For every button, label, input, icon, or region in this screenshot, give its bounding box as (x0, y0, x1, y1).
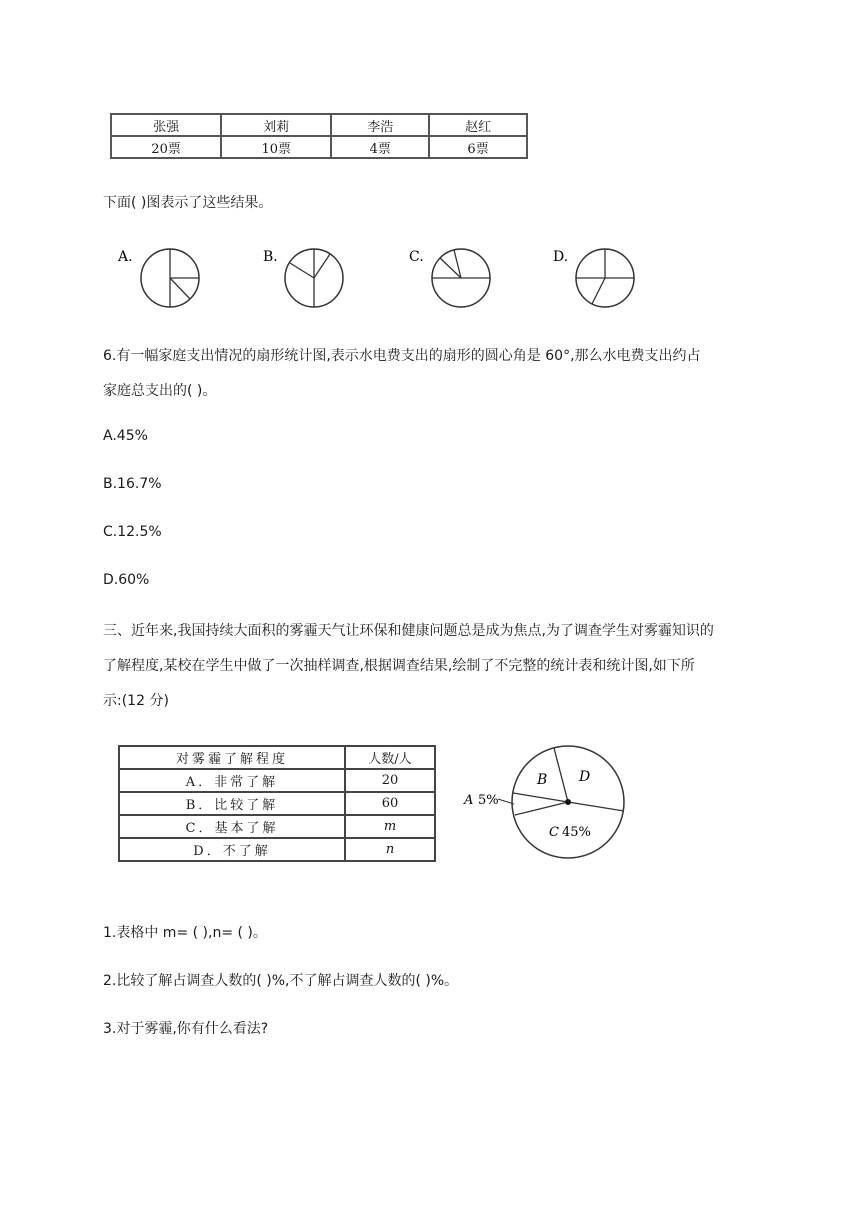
section3-text-line-1: 三、近年来,我国持续大面积的雾霾天气让环保和健康问题总是成为焦点,为了调查学生对雾霾知识的 (103, 623, 714, 639)
option-c-label: C. (409, 249, 424, 265)
pie-center-dot (565, 799, 571, 805)
q6-text-line-1: 6.有一幅家庭支出情况的扇形统计图,表示水电费支出的扇形的圆心角是 60°,那么水电费支出约占 (103, 348, 701, 364)
q6-choice-c: C.12.5% (103, 524, 162, 540)
vote-count-cell: 4票 (331, 136, 429, 158)
survey-level-cell: D．不了解 (119, 838, 345, 861)
vote-name-cell: 张强 (111, 114, 221, 136)
vote-name-cell: 赵红 (429, 114, 527, 136)
pie-label-d: D (579, 769, 591, 785)
question-1: 1.表格中 m= ( ),n= ( )。 (103, 925, 267, 941)
survey-count-cell: 60 (345, 792, 435, 815)
vote-name-cell: 刘莉 (221, 114, 331, 136)
pie-value-c: 45% (562, 825, 591, 840)
q5-prompt: 下面( )图表示了这些结果。 (103, 195, 273, 211)
q6-choice-d: D.60% (103, 572, 150, 588)
vote-count-cell: 20票 (111, 136, 221, 158)
survey-level-cell: C．基本了解 (119, 815, 345, 838)
q6-choice-b: B.16.7% (103, 476, 162, 492)
vote-table (110, 113, 528, 159)
question-3: 3.对于雾霾,你有什么看法? (103, 1021, 269, 1037)
pie-label-c: C (549, 825, 559, 840)
pie-boundary-a-c (515, 802, 568, 815)
q6-choice-a: A.45% (103, 428, 148, 444)
survey-header-row (119, 746, 435, 769)
survey-count-cell: 20 (345, 769, 435, 792)
section3-text-line-3: 示:(12 分) (103, 693, 169, 709)
survey-level-cell: A．非常了解 (119, 769, 345, 792)
survey-row (119, 815, 435, 838)
survey-count-cell: m (345, 815, 435, 838)
vote-table-names-row (111, 114, 527, 136)
option-a (117, 249, 199, 307)
option-c (409, 249, 490, 307)
pie-boundary-a-b (513, 793, 568, 802)
vote-name-cell: 李浩 (331, 114, 429, 136)
survey-count-cell: n (345, 838, 435, 861)
survey-table (118, 745, 436, 862)
survey-level-cell: B．比较了解 (119, 792, 345, 815)
survey-row (119, 769, 435, 792)
q5-options-diagram (100, 236, 660, 316)
pie-boundary-d-c (568, 802, 624, 811)
survey-row (119, 838, 435, 861)
vote-table-votes-row (111, 136, 527, 158)
pie-label-a: A (464, 793, 474, 808)
q6-text-line-2: 家庭总支出的( )。 (103, 383, 217, 399)
vote-count-cell: 10票 (221, 136, 331, 158)
survey-header-count: 人数/人 (345, 746, 435, 769)
option-b (263, 249, 343, 307)
survey-row (119, 792, 435, 815)
option-b-label: B. (263, 249, 278, 265)
option-d-label: D. (553, 249, 569, 265)
question-2: 2.比较了解占调查人数的( )%,不了解占调查人数的( )%。 (103, 973, 459, 989)
pie-label-b: B (537, 772, 548, 788)
pie-value-a: 5% (478, 793, 499, 808)
section3-text-line-2: 了解程度,某校在学生中做了一次抽样调查,根据调查结果,绘制了不完整的统计表和统计图,如下所 (103, 658, 695, 674)
pie-boundary-b-d (554, 748, 568, 802)
vote-count-cell: 6票 (429, 136, 527, 158)
survey-pie-chart (458, 744, 638, 860)
option-a-label: A. (118, 249, 133, 265)
option-d (553, 249, 634, 307)
survey-header-level: 对雾霾了解程度 (119, 746, 345, 769)
